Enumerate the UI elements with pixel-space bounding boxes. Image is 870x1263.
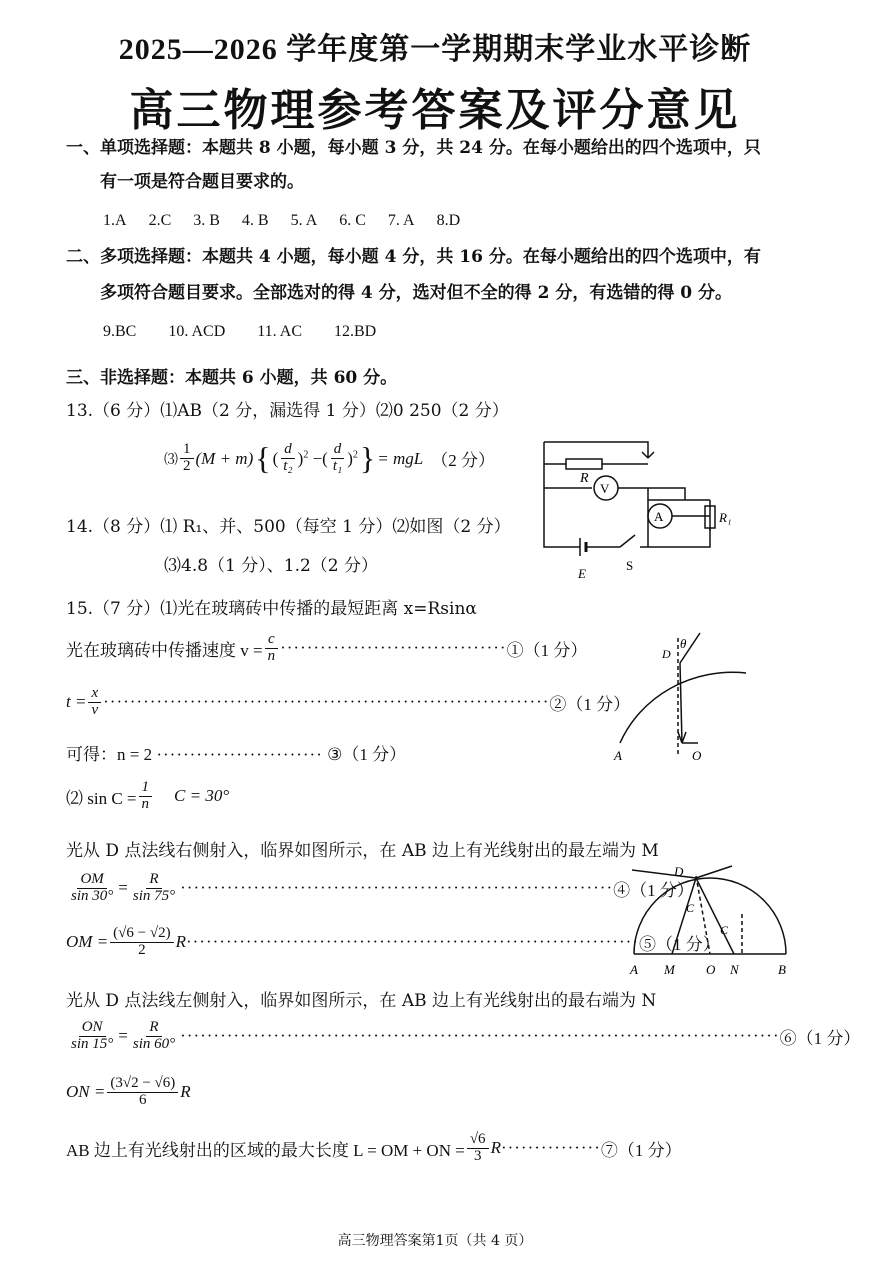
fraction-1-n: $\frac{1}{n}$	[139, 780, 153, 813]
score-mark-2: ②（1 分）	[549, 694, 631, 714]
score-mark-7: ⑦（1 分）	[600, 1140, 682, 1160]
answer-item: 9.BC	[103, 323, 137, 340]
q15-speed-row: 光在玻璃砖中传播速度 v = $\frac{c}{n}$ ·································· ①（1 分）	[66, 631, 588, 664]
fig2-label-c1: C	[686, 901, 695, 915]
score-mark-5: ⑤（1 分）	[638, 934, 720, 954]
answer-item: 6. C	[339, 212, 366, 229]
fig1-label-o: O	[692, 748, 702, 763]
answer-item: 8.D	[436, 212, 461, 229]
score-mark-6: ⑥（1 分）	[779, 1028, 861, 1048]
fig2-label-d: D	[674, 864, 684, 879]
circuit-label-s: S	[626, 558, 634, 573]
section2-answers	[103, 323, 398, 341]
answer-item: 10. ACD	[168, 323, 226, 340]
document-subtitle: 高三物理参考答案及评分意见	[129, 85, 741, 136]
answer-item: 11. AC	[257, 323, 302, 340]
q14-line2: ⑶4.8（1 分）、1.2（2 分）	[164, 556, 379, 576]
fraction-half: $\frac{1}{2}$	[180, 442, 194, 475]
q15-left-side-text: 光从 D 点法线左侧射入，临界如图所示，在 AB 边上有光线射出的最右端为 N	[66, 991, 657, 1011]
q15-om-ratio-row: $\frac{OM}{\sin 30^\circ}$ = $\frac{R}{\sin 75^\circ}$ ································································· ④（1 分）	[66, 872, 694, 905]
answer-item: 7. A	[387, 212, 415, 229]
q15-time-row: t = $\frac{x}{v}$ ··································································· ②（1 分）	[66, 685, 631, 718]
fig1-label-a: A	[614, 748, 622, 763]
q15-sinC-row: ⑵ sin C = $\frac{1}{n}$ C = 30°	[66, 779, 230, 812]
answer-item: 1.A	[103, 212, 127, 229]
circuit-label-r: R	[580, 471, 589, 486]
q14-line1: 14.（8 分）⑴ R₁、并、500（每空 1 分）⑵如图（2 分）	[66, 517, 511, 537]
fraction-om: $\frac{(√6 - √2)}{2}$	[110, 926, 173, 959]
section1-heading-cont: 有一项是符合题目要求的。	[100, 172, 304, 192]
figure-refraction-2	[622, 856, 802, 981]
q13-rhs: = mgL	[377, 448, 424, 468]
circuit-label-e: E	[578, 566, 586, 581]
fig2-label-o: O	[706, 962, 716, 977]
fraction-x-v: $\frac{x}{v}$	[88, 686, 101, 719]
document-title: 2025—2026 学年度第一学期期末学业水平诊断	[118, 33, 752, 66]
fig1-label-d: D	[662, 647, 671, 661]
q15-line1: 15.（7 分）⑴光在玻璃砖中传播的最短距离 x=Rsinα	[66, 599, 477, 619]
fraction-on: $\frac{(3√2 - √6)}{6}$	[107, 1076, 178, 1109]
fig2-label-n: N	[730, 962, 739, 977]
fig2-label-c2: C	[720, 923, 729, 937]
circuit-diagram	[530, 430, 730, 585]
fig2-label-b: B	[778, 962, 786, 977]
q13-score: （2 分）	[431, 451, 495, 470]
fig2-label-a: A	[630, 962, 638, 977]
fig1-label-theta: θ	[680, 636, 687, 651]
section3-heading: 三、非选择题：本题共 6 小题，共 60 分。	[66, 368, 398, 388]
q13-equation: ⑶ $\frac{1}{2}$ (M + m) { ( $\frac{d}{\text{t₂}}$ )$^2$ −( $\frac{d}{\text{t₁}}$ )$^2$ } = mgL （2 分）	[164, 440, 495, 476]
q13-line1: 13.（6 分）⑴AB（2 分，漏选得 1 分）⑵0 250（2 分）	[66, 401, 509, 421]
q13-eq-prefix: ⑶	[164, 452, 178, 468]
section2-heading-cont: 多项符合题目要求。全部选对的得 4 分，选对但不全的得 2 分，有选错的得 0 分。	[100, 283, 732, 303]
section2-heading: 二、多项选择题：本题共 4 小题，每小题 4 分，共 16 分。在每小题给出的四个选项中，有	[66, 247, 761, 267]
answer-item: 5. A	[290, 212, 318, 229]
q15-on-ratio-row: $\frac{ON}{\sin 15^\circ}$ = $\frac{R}{\sin 60^\circ}$ ·························································································· ⑥（1 分）	[66, 1020, 860, 1053]
q15-n-row: 可得：n = 2 ························· ③（1 分）	[66, 745, 407, 764]
section1-answers	[103, 212, 482, 230]
fraction-d-t1: $\frac{d}{\text{t₁}}$	[330, 442, 345, 475]
q13-mass: (M + m)	[195, 448, 254, 468]
answer-item: 12.BD	[334, 323, 377, 340]
answer-item: 3. B	[193, 212, 220, 229]
fraction-on-sin15: $\frac{ON}{\sin 15^\circ}$	[71, 1019, 114, 1052]
page-footer: 高三物理答案第1页（共 4 页）	[337, 1233, 533, 1249]
score-mark-4: ④（1 分）	[613, 880, 694, 900]
fig2-label-m: M	[664, 962, 675, 977]
q15-final-row: AB 边上有光线射出的区域的最大长度 L = OM + ON = $\frac{√6}{3}$ R ··············· ⑦（1 分）	[66, 1131, 682, 1164]
fraction-r-sin75: $\frac{R}{\sin 75^\circ}$	[132, 871, 176, 904]
q15-right-side-text: 光从 D 点法线右侧射入，临界如图所示，在 AB 边上有光线射出的最左端为 M	[66, 841, 659, 861]
fraction-r-sin60: $\frac{R}{\sin 60^\circ}$	[132, 1019, 176, 1052]
circuit-label-v: V	[600, 481, 610, 496]
answer-item: 2.C	[148, 212, 172, 229]
q15-on-row: ON = $\frac{(3√2 - √6)}{6}$ R	[66, 1075, 191, 1108]
answer-item: 4. B	[241, 212, 269, 229]
fraction-sqrt6-3: $\frac{√6}{3}$	[467, 1132, 489, 1165]
fraction-c-n: $\frac{c}{n}$	[265, 632, 279, 665]
fraction-om-sin30: $\frac{OM}{\sin 30^\circ}$	[71, 871, 114, 904]
fraction-d-t2: $\frac{d}{\text{t₂}}$	[280, 442, 295, 475]
section1-heading: 一、单项选择题：本题共 8 小题，每小题 3 分，共 24 分。在每小题给出的四个选项中，只	[66, 138, 761, 158]
circuit-label-r1: R₁	[719, 510, 732, 525]
score-mark-1: ①（1 分）	[506, 640, 588, 660]
score-mark-3: ③（1 分）	[327, 745, 407, 764]
q15-om-row: OM = $\frac{(√6 - √2)}{2}$ R ···································································· ⑤（1 分）	[66, 925, 720, 958]
figure-refraction-1	[600, 628, 790, 768]
circuit-label-a: A	[654, 509, 664, 524]
